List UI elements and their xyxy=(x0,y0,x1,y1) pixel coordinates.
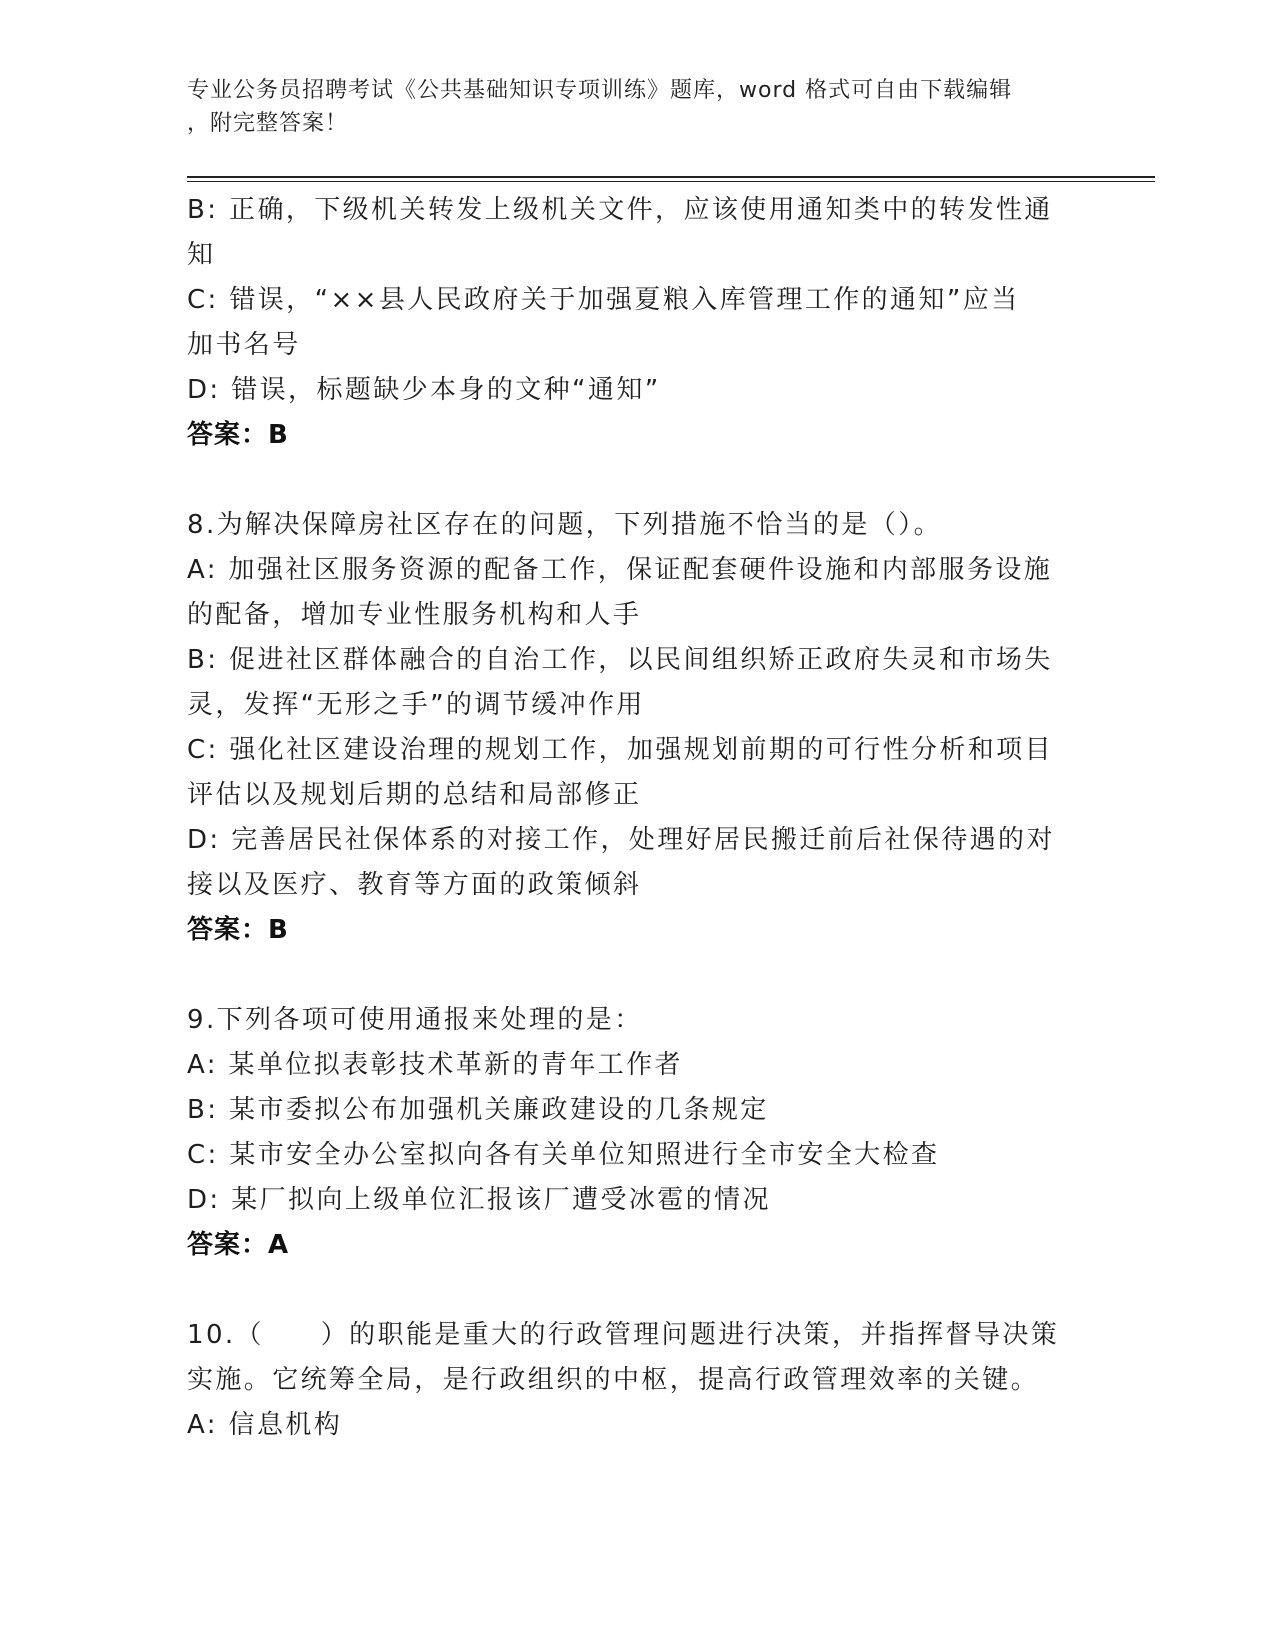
header-divider-thick xyxy=(187,176,1155,178)
q8-option-a-line-2: 的配备，增加专业性服务机构和人手 xyxy=(187,600,642,630)
q8-option-b-line-2: 灵，发挥“无形之手”的调节缓冲作用 xyxy=(187,690,645,720)
document-body xyxy=(187,188,1087,1448)
q9-option-b: B: 某市委拟公布加强机关廉政建设的几条规定 xyxy=(187,1095,769,1125)
q9-option-d: D: 某厂拟向上级单位汇报该厂遭受冰雹的情况 xyxy=(187,1185,771,1215)
spacer xyxy=(187,953,1087,998)
q8-option-d-line-1: D: 完善居民社保体系的对接工作，处理好居民搬迁前后社保待遇的对 xyxy=(187,825,1055,855)
question-9 xyxy=(187,998,1087,1268)
q8-question: 8.为解决保障房社区存在的问题，下列措施不恰当的是（）。 xyxy=(187,510,943,540)
header-divider-thin xyxy=(187,181,1155,182)
q8-option-c-line-1: C: 强化社区建设治理的规划工作，加强规划前期的可行性分析和项目 xyxy=(187,735,1053,765)
q9-option-c: C: 某市安全办公室拟向各有关单位知照进行全市安全大检查 xyxy=(187,1140,940,1170)
q8-option-b-line-1: B: 促进社区群体融合的自治工作，以民间组织矫正政府失灵和市场失 xyxy=(187,645,1053,675)
page-header xyxy=(187,74,1087,140)
q7-option-c-line-1: C: 错误，“××县人民政府关于加强夏粮入库管理工作的通知”应当 xyxy=(187,285,1020,315)
q9-option-a: A: 某单位拟表彰技术革新的青年工作者 xyxy=(187,1050,683,1080)
q8-option-a-line-1: A: 加强社区服务资源的配备工作，保证配套硬件设施和内部服务设施 xyxy=(187,555,1053,585)
q7-answer: 答案：B xyxy=(187,420,289,450)
question-10 xyxy=(187,1313,1087,1448)
q7-option-b-line-1: B: 正确，下级机关转发上级机关文件，应该使用通知类中的转发性通 xyxy=(187,195,1053,225)
header-line-2: ，附完整答案！ xyxy=(187,111,349,136)
question-7-tail xyxy=(187,188,1087,458)
header-line-1: 专业公务员招聘考试《公共基础知识专项训练》题库，word 格式可自由下载编辑 xyxy=(187,78,1013,103)
q8-option-c-line-2: 评估以及规划后期的总结和局部修正 xyxy=(187,780,642,810)
q9-question: 9.下列各项可使用通报来处理的是： xyxy=(187,1005,643,1035)
q8-answer: 答案：B xyxy=(187,915,289,945)
q9-answer: 答案：A xyxy=(187,1230,290,1260)
q10-option-a: A: 信息机构 xyxy=(187,1410,343,1440)
q7-option-d: D: 错误，标题缺少本身的文种“通知” xyxy=(187,375,661,405)
q7-option-c-line-2: 加书名号 xyxy=(187,330,301,360)
q10-question-line-1: 10.（ ）的职能是重大的行政管理问题进行决策，并指挥督导决策 xyxy=(187,1320,1060,1350)
spacer xyxy=(187,1268,1087,1313)
q7-option-b-line-2: 知 xyxy=(187,240,216,270)
q10-question-line-2: 实施。它统筹全局，是行政组织的中枢，提高行政管理效率的关键。 xyxy=(187,1365,1040,1395)
q8-option-d-line-2: 接以及医疗、教育等方面的政策倾斜 xyxy=(187,870,642,900)
spacer xyxy=(187,458,1087,503)
question-8 xyxy=(187,503,1087,953)
